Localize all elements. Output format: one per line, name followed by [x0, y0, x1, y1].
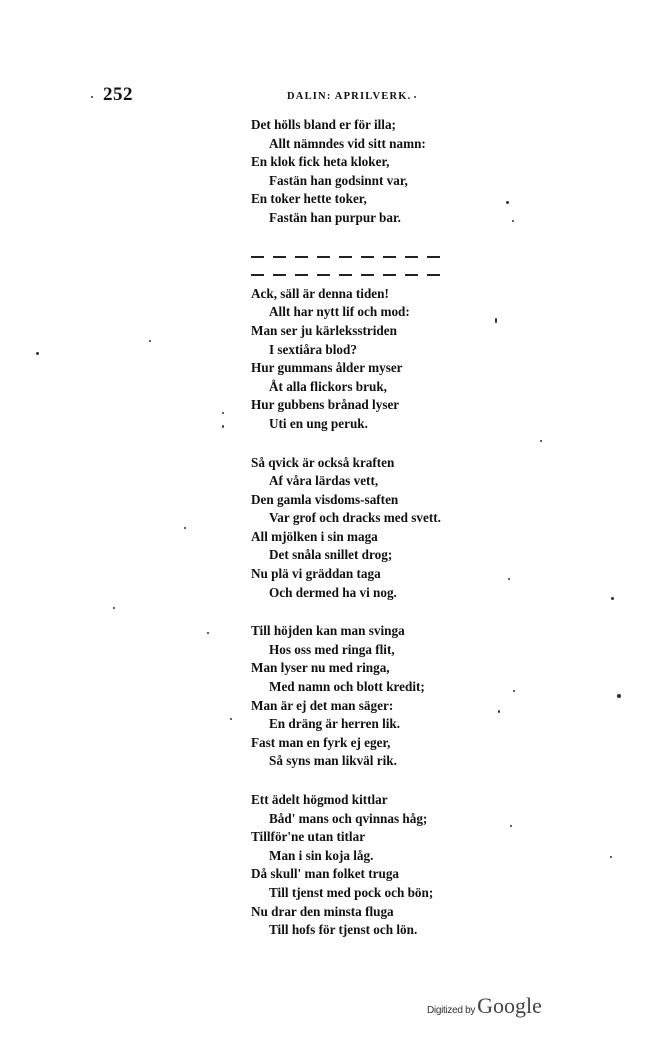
- stanza: [251, 791, 511, 940]
- scan-speck: [222, 412, 224, 414]
- poem-line: Fastän han godsinnt var,: [269, 172, 408, 188]
- stanza-gap: [251, 434, 511, 454]
- poem-line: Fastän han purpur bar.: [269, 209, 401, 225]
- poem-body: [251, 116, 511, 940]
- poem-line: Man är ej det man säger:: [251, 697, 394, 713]
- poem-line: Var grof och dracks med svett.: [269, 510, 441, 526]
- stanza: [251, 622, 511, 771]
- page-number: 252: [103, 84, 133, 105]
- scan-speck: [506, 201, 509, 204]
- google-logo: Google: [477, 993, 542, 1018]
- digitized-by-label: Digitized by: [427, 1005, 476, 1016]
- poem-line: All mjölken i sin maga: [251, 528, 378, 544]
- poem-line: Då skull' man folket truga: [251, 866, 400, 882]
- scan-speck: [510, 825, 512, 827]
- poem-line: Båd' mans och qvinnas håg;: [269, 810, 428, 826]
- scan-speck: [184, 527, 186, 529]
- running-head: DALIN: APRILVERK.: [287, 91, 412, 102]
- scan-speck: [222, 425, 224, 428]
- poem-line: Hos oss med ringa flit,: [269, 641, 395, 657]
- poem-line: Åt alla flickors bruk,: [269, 378, 387, 394]
- poem-line: Allt nämndes vid sitt namn:: [269, 135, 426, 151]
- poem-line: Till höjden kan man svinga: [251, 623, 405, 639]
- scan-speck: [207, 632, 209, 634]
- poem-line: Fast man en fyrk ej eger,: [251, 734, 391, 750]
- poem-line: Det hölls bland er för illa;: [251, 117, 396, 132]
- omission-dash-row: [251, 266, 511, 285]
- poem-line: En dräng är herren lik.: [269, 716, 401, 732]
- poem-line: Man lyser nu med ringa,: [251, 660, 390, 676]
- poem-line: Hur gummans ålder myser: [251, 360, 403, 376]
- scan-speck: [508, 578, 510, 580]
- scan-speck: [513, 690, 515, 692]
- stanza: [251, 285, 511, 434]
- digitized-by-google-mark: [427, 993, 542, 1019]
- poem-line: Till hofs för tjenst och lön.: [269, 922, 418, 938]
- scan-speck: [540, 440, 542, 442]
- omission-dash-row: [251, 248, 511, 267]
- omission-dashes: [251, 256, 447, 258]
- scan-speck: [91, 96, 93, 98]
- stanza-gap: [251, 602, 511, 622]
- poem-line: En toker hette toker,: [251, 191, 367, 207]
- scan-speck: [414, 96, 416, 98]
- scan-speck: [610, 856, 612, 858]
- poem-line: Ack, säll är denna tiden!: [251, 285, 389, 301]
- poem-line: Till tjenst med pock och bön;: [269, 884, 434, 900]
- poem-line: Det snåla snillet drog;: [269, 547, 393, 563]
- scan-speck: [36, 352, 39, 355]
- scan-speck: [230, 718, 232, 720]
- scan-speck: [611, 597, 614, 600]
- scan-speck: [495, 318, 497, 323]
- poem-line: En klok fick heta kloker,: [251, 154, 390, 170]
- poem-line: I sextiåra blod?: [269, 341, 357, 357]
- poem-line: Så syns man likväl rik.: [269, 753, 397, 769]
- poem-line: Nu drar den minsta fluga: [251, 903, 394, 919]
- poem-line: Af våra lärdas vett,: [269, 473, 379, 489]
- stanza: [251, 116, 511, 228]
- poem-line: Med namn och blott kredit;: [269, 679, 425, 695]
- scan-speck: [498, 710, 500, 713]
- scan-speck: [512, 220, 514, 222]
- poem-line: Så qvick är också kraften: [251, 454, 395, 470]
- scan-speck: [617, 694, 621, 698]
- poem-line: Nu plä vi gräddan taga: [251, 566, 381, 582]
- poem-line: Tillför'ne utan titlar: [251, 829, 366, 845]
- omission-dashes: [251, 274, 447, 276]
- poem-line: Man ser ju kärleksstriden: [251, 322, 397, 338]
- stanza-gap: [251, 771, 511, 791]
- poem-line: Hur gubbens brånad lyser: [251, 397, 400, 413]
- poem-line: Ett ädelt högmod kittlar: [251, 792, 388, 807]
- poem-line: Uti en ung peruk.: [269, 415, 368, 431]
- poem-line: Man i sin koja låg.: [269, 847, 374, 863]
- stanza: [251, 454, 511, 603]
- stanza-gap: [251, 228, 511, 248]
- poem-line: Allt har nytt lif och mod:: [269, 304, 410, 320]
- poem-line: Och dermed ha vi nog.: [269, 584, 397, 600]
- scan-speck: [113, 607, 115, 609]
- poem-line: Den gamla visdoms-saften: [251, 491, 399, 507]
- scan-speck: [149, 340, 151, 342]
